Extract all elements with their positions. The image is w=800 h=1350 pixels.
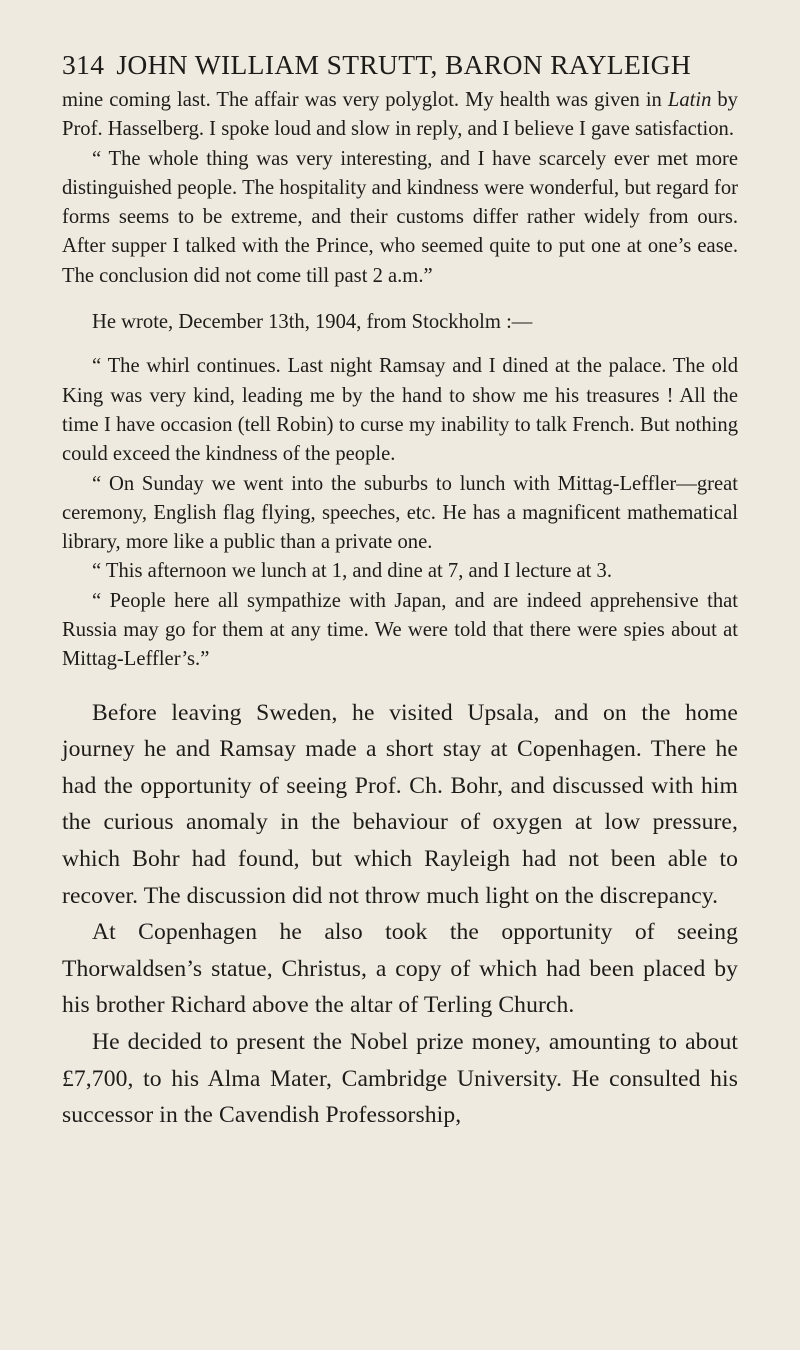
paragraph-6: “ This afternoon we lunch at 1, and dine at 7, and I lecture at 3.: [92, 560, 613, 583]
paragraph-5: “ On Sunday we went into the suburbs to lunch with Mittag-Leffler—great ceremony, English flag flying, speeches, etc. He has a magnificent mathematical library, more like a public than a private one.: [62, 472, 738, 554]
page-number: 314: [62, 49, 105, 80]
paragraph-4: “ The whirl continues. Last night Ramsay and I dined at the palace. The old King was very kind, leading me by the hand to show me his treasures ! All the time I have occasion (tell Robin) to curse my inability to talk French. But nothing could exceed the kindness of the people.: [62, 355, 738, 466]
running-head: [62, 48, 742, 82]
paragraph-1: mine coming last. The affair was very polyglot. My health was given in Latin by Prof. Hasselberg. I spoke loud and slow in reply, and I believe I gave satisfaction.: [62, 89, 738, 141]
paragraph-10: He decided to present the Nobel prize money, amounting to about £7,700, to his Alma Mater, Cambridge University. He consulted his successor in the Cavendish Professorship,: [62, 1028, 738, 1129]
paragraph-9: At Copenhagen he also took the opportunity of seeing Thorwaldsen’s statue, Christus, a copy of which had been placed by his brother Richard above the altar of Terling Church.: [62, 919, 738, 1019]
running-title: JOHN WILLIAM STRUTT, BARON RAYLEIGH: [116, 49, 692, 80]
latin-italic: Latin: [667, 89, 712, 111]
paragraph-2: “ The whole thing was very interesting, and I have scarcely ever met more distinguished people. The hospitality and kindness were wonderful, but regard for forms seems to be extreme, and their customs differ rather widely from ours. After supper I talked with the Prince, who seemed quite to put one at one’s ease. The conclusion did not come till past 2 a.m.”: [62, 147, 738, 287]
paragraph-7: “ People here all sympathize with Japan, and are indeed apprehensive that Russia may go for them at any time. We were told that there were spies about at Mittag-Leffler’s.”: [62, 589, 738, 671]
paragraph-8: Before leaving Sweden, he visited Upsala, and on the home journey he and Ramsay made a short stay at Copenhagen. There he had the opportunity of seeing Prof. Ch. Bohr, and discussed with him the curious anomaly in the behaviour of oxygen at low pressure, which Bohr had found, but which Rayleigh had not been able to recover. The discussion did not throw much light on the discrepancy.: [62, 699, 738, 909]
body-text: [62, 86, 738, 1134]
paragraph-3: He wrote, December 13th, 1904, from Stockholm :—: [92, 311, 533, 334]
